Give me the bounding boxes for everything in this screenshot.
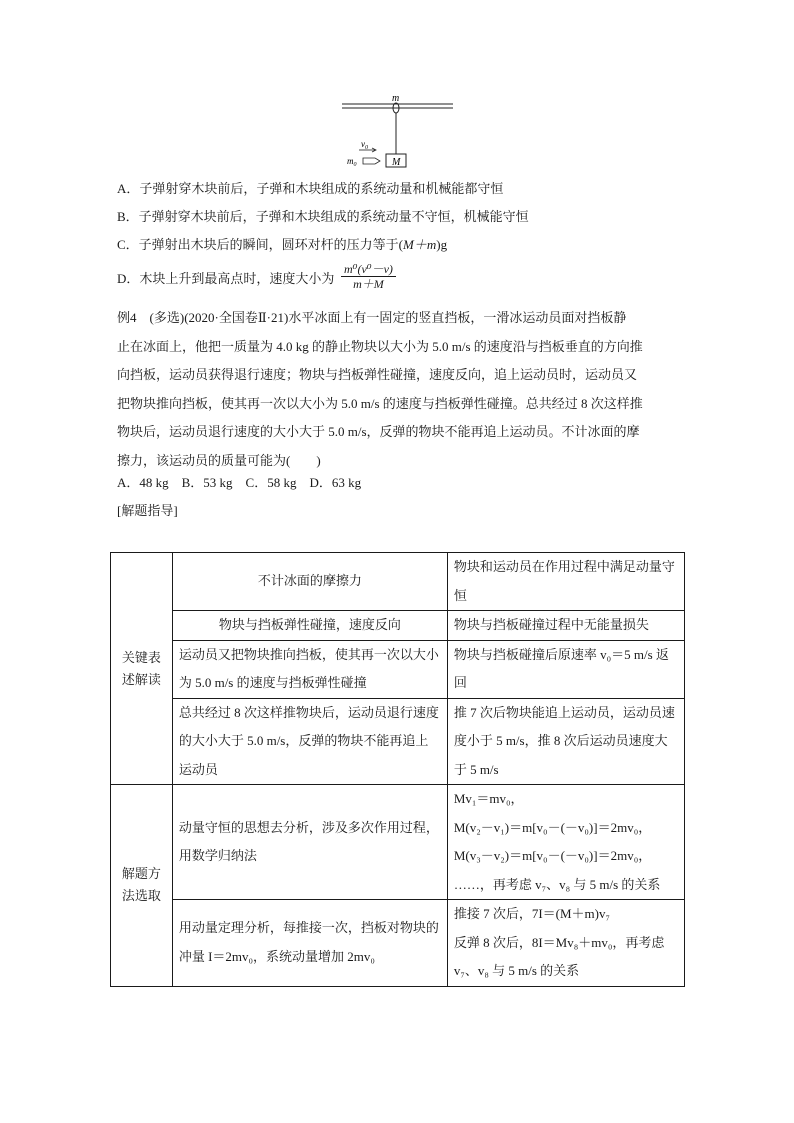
option-d-fraction <box>341 262 396 291</box>
label-m0: $m_0$ <box>347 156 357 168</box>
row-right-cell <box>447 900 684 987</box>
equation-line: M(v₃－v₂)＝m[v₀－(－v₀)]＝2mv₀， <box>453 848 652 863</box>
row-left-cell: 总共经过 8 次这样推物块后，运动员退行速度的大小大于 5.0 m/s，反弹的物块不能再追上运动员 <box>172 698 447 785</box>
example-label: 例4 <box>117 310 137 325</box>
table-row <box>111 785 685 900</box>
row-left-cell: 运动员又把物块推向挡板，使其再一次以大小为 5.0 m/s 的速度与挡板弹性碰撞 <box>172 640 447 698</box>
table-row <box>111 553 685 611</box>
guide-heading: [解题指导] <box>117 503 178 518</box>
option-c <box>117 236 447 254</box>
fraction-numerator: m⁰(v⁰－v) <box>341 262 396 277</box>
option-b: B．子弹射穿木块前后，子弹和木块组成的系统动量不守恒，机械能守恒 <box>117 209 529 224</box>
example-line-2: 止在冰面上，他把一质量为 4.0 kg 的静止物块以大小为 5.0 m/s 的速度沿与挡板垂直的方向推 <box>117 338 643 354</box>
table-row <box>111 611 685 641</box>
table-row <box>111 900 685 987</box>
example-4 <box>117 304 685 475</box>
row-right-cell: 物块与挡板碰撞后原速率 v₀＝5 m/s 返回 <box>447 640 684 698</box>
option-a: A．子弹射穿木块前后，子弹和木块组成的系统动量和机械能都守恒 <box>117 181 504 196</box>
group-label-key-statements: 关键表述解读 <box>111 553 173 785</box>
option-d-text: D．木块上升到最高点时，速度大小为 <box>117 271 335 286</box>
row-right-cell: 物块和运动员在作用过程中满足动量守恒 <box>447 553 684 611</box>
example-choices: A．48 kg B．53 kg C．58 kg D．63 kg <box>117 475 362 490</box>
option-c-text: C．子弹射出木块后的瞬间，圆环对杆的压力等于( <box>117 237 404 252</box>
equation-line: v₇、v₈ 与 5 m/s 的关系 <box>453 963 580 978</box>
row-right-cell <box>447 785 684 900</box>
option-c-math: M＋m <box>403 237 437 252</box>
example-line-3: 向挡板，运动员获得退行速度；物块与挡板弹性碰撞，速度反向，追上运动员时，运动员又 <box>117 367 638 382</box>
example-line-4: 把物块推向挡板，使其再一次以大小为 5.0 m/s 的速度与挡板弹性碰撞。总共经过 8 次这样推 <box>117 395 643 411</box>
physics-diagram <box>335 92 460 172</box>
row-right-cell: 推 7 次后物块能追上运动员，运动员速度小于 5 m/s，推 8 次后运动员速度大于 5 m/s <box>447 698 684 785</box>
equation-line: Mv₁＝mv₀， <box>453 791 524 806</box>
equation-line: 反弹 8 次后，8I＝Mv₈＋mv₀，再考虑 <box>453 934 665 950</box>
example-line-1 <box>117 304 685 333</box>
label-m: m <box>392 93 400 104</box>
table-row <box>111 698 685 785</box>
example-line-5: 物块后，运动员退行速度的大小大于 5.0 m/s，反弹的物块不能再追上运动员。不计冰面的摩 <box>117 424 640 439</box>
option-d <box>117 270 334 288</box>
solution-guide-table <box>110 552 685 987</box>
bullet <box>363 158 380 164</box>
option-c-end: )g <box>436 237 448 252</box>
equation-line: M(v₂－v₁)＝m[v₀－(－v₀)]＝2mv₀， <box>453 819 652 835</box>
group-label-method-selection: 解题方法选取 <box>111 785 173 987</box>
example-source: (多选)(2020·全国卷Ⅱ·21) <box>149 310 289 325</box>
row-left-cell: 动量守恒的思想去分析，涉及多次作用过程，用数学归纳法 <box>172 785 447 900</box>
fraction-denominator: m＋M <box>353 277 384 291</box>
table-row <box>111 640 685 698</box>
row-left-cell: 物块与挡板弹性碰撞，速度反向 <box>172 611 447 641</box>
equation-line: ……，再考虑 v₇、v₈ 与 5 m/s 的关系 <box>453 876 661 892</box>
example-line-6: 擦力，该运动员的质量可能为( ) <box>117 452 321 468</box>
example-text-1: 水平冰面上有一固定的竖直挡板，一滑冰运动员面对挡板静 <box>288 310 627 325</box>
equation-line: 推接 7 次后，7I＝(M＋m)v₇ <box>453 906 611 921</box>
row-left-cell: 用动量定理分析，每推接一次，挡板对物块的冲量 I＝2mv₀，系统动量增加 2mv₀ <box>172 900 447 987</box>
label-M: M <box>392 157 401 168</box>
row-right-cell: 物块与挡板碰撞过程中无能量损失 <box>447 611 684 641</box>
label-v0: $v_0$ <box>361 139 368 151</box>
row-left-cell: 不计冰面的摩擦力 <box>172 553 447 611</box>
